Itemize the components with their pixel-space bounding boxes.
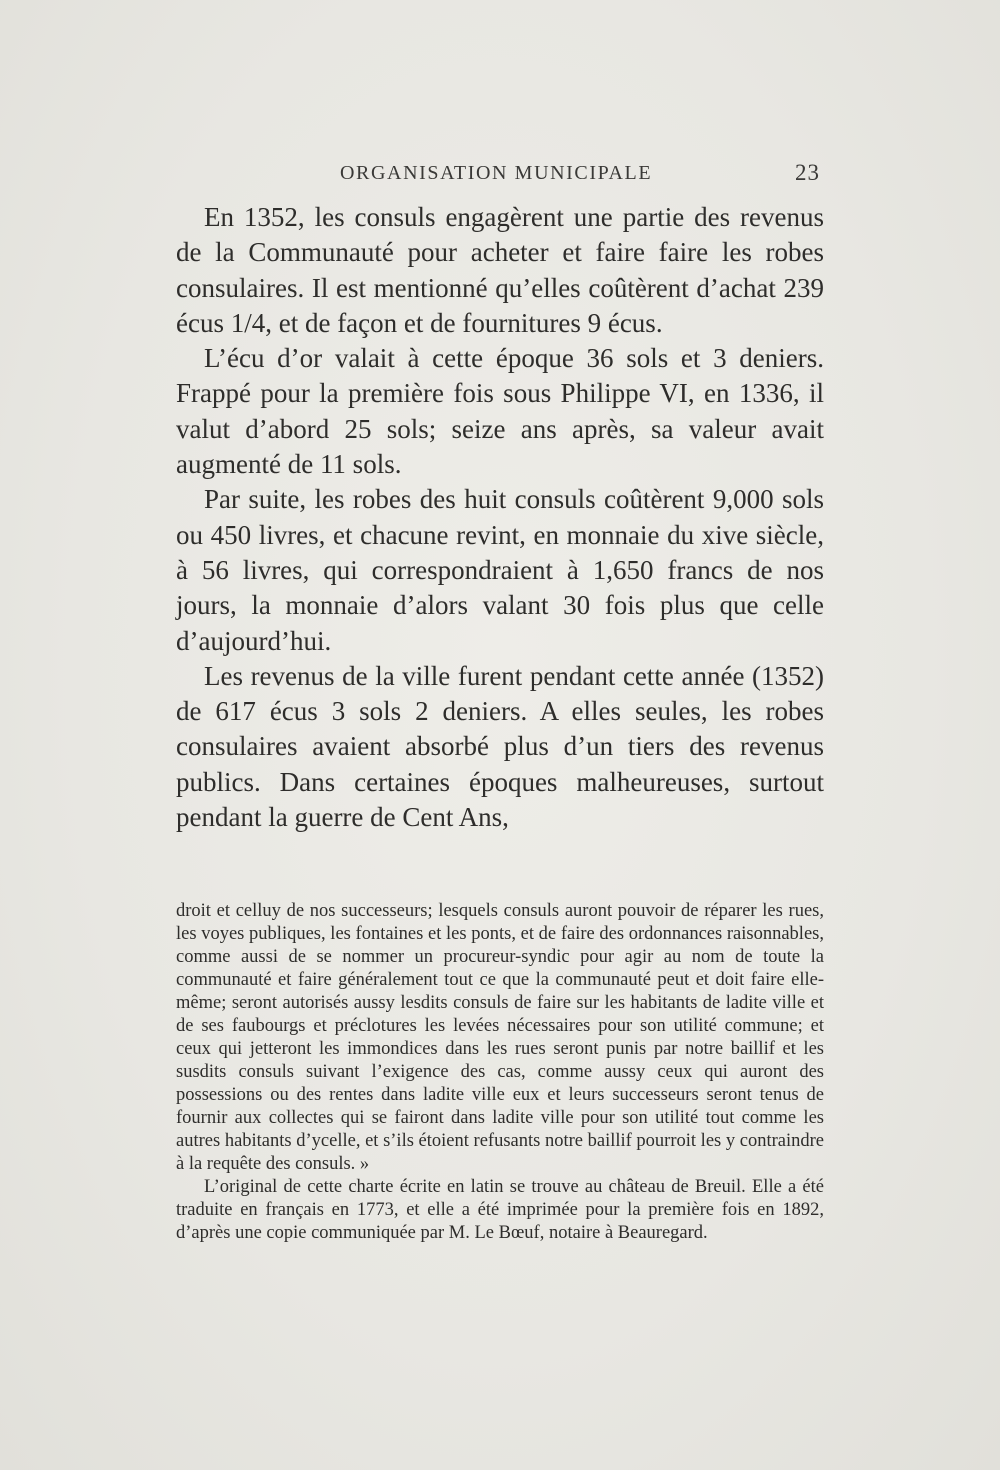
footnotes [176,900,824,1245]
running-head: ORGANISATION MUNICIPALE [340,162,653,184]
page-number: 23 [795,160,820,185]
paragraph-robes-cost: En 1352, les consuls engagèrent une partie des revenus de la Communauté pour acheter et faire faire les robes consulaires. Il est mentionné qu’elles coûtèrent d’achat 239 écus 1/4, et de façon et de fournitures 9 écus. [176,202,824,338]
footnote-charter-note: L’original de cette charte écrite en latin se trouve au château de Breuil. Elle a été traduite en français en 1773, et elle a été imprimée pour la première fois en 1892, d’après une copie communiquée par M. Le Bœuf, notaire à Beauregard. [176,1177,824,1243]
page-header [176,160,826,190]
footnote-continuation: droit et celluy de nos successeurs; lesquels consuls auront pouvoir de réparer les rues, les voyes publiques, les fontaines et les ponts, et de faire des ordonnances raisonnables, comme aussi de se nommer un procureur-syndic pour agir au nom de toute la communauté et faire généralement tout ce que la communauté peut et doit faire elle-même; seront autorisés aussy lesdits consuls de faire sur les habitants de ladite ville et de ses faubourgs et préclotures les levées nécessaires pour son utilité commune; et ceux qui jetteront les immondices dans les rues seront punis par notre baillif et les susdits consuls suivant l’exigence des cas, comme aussy ceux qui auront des possessions ou des rentes dans ladite ville eux et leurs successeurs seront tenus de fournir aux collectes qui se fairont dans ladite ville pour son utilité tout comme les autres habitants d’ycelle, et s’ils étoient refusants notre baillif pourroit les y contraindre à la requête des consuls. » [176,901,824,1174]
paragraph-city-revenues: Les revenus de la ville furent pendant cette année (1352) de 617 écus 3 sols 2 deniers. A elles seules, les robes consulaires avaient absorbé plus d’un tiers des revenus publics. Dans certaines époques malheureuses, surtout pendant la guerre de Cent Ans, [176,660,824,833]
main-text [176,200,824,835]
paragraph-ecu-value: L’écu d’or valait à cette époque 36 sols et 3 deniers. Frappé pour la première fois sous Philippe VI, en 1336, il valut d’abord 25 sols; seize ans après, sa valeur avait augmenté de 11 sols. [176,343,824,480]
paragraph-total-cost: Par suite, les robes des huit consuls coûtèrent 9,000 sols ou 450 livres, et chacune revint, en monnaie du xive siècle, à 56 livres, qui correspondraient à 1,650 francs de nos jours, la monnaie d’alors valant 30 fois plus que celle d’aujourd’hui. [176,484,824,656]
